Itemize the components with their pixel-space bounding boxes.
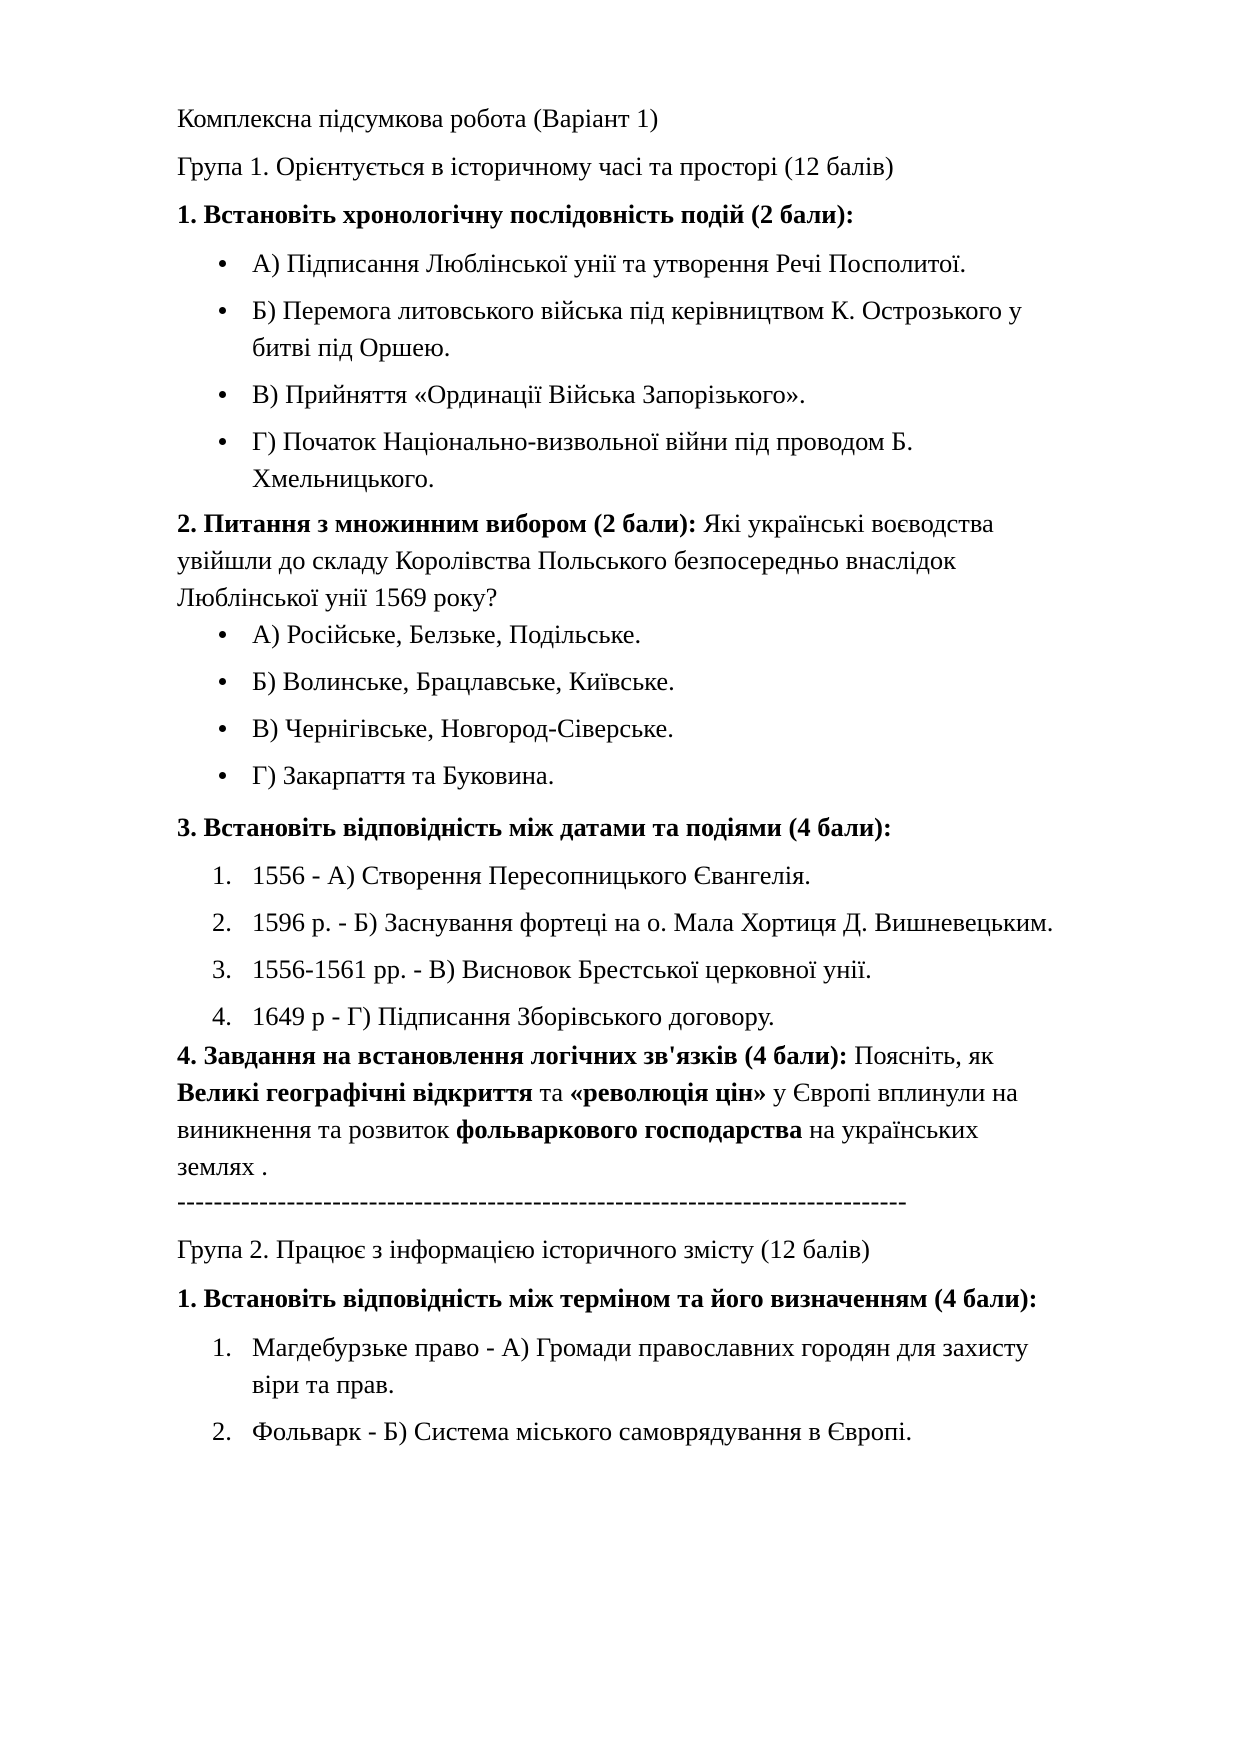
g1-q4-text-3: у Європі вплинули на виникнення та розвиток xyxy=(177,1077,1018,1144)
g2-q1-matching xyxy=(177,1329,1077,1450)
g1-q4-bold-2: «революція цін» xyxy=(569,1077,767,1107)
item-number: 4. xyxy=(212,1001,232,1031)
list-item xyxy=(177,1329,1077,1403)
list-item xyxy=(177,904,1157,941)
item-text: 1596 р. - Б) Заснування фортеці на о. Мала Хортиця Д. Вишневецьким. xyxy=(252,907,1054,937)
item-text: Магдебурзьке право - А) Громади православних городян для захисту віри та прав. xyxy=(252,1332,1029,1399)
item-number: 1. xyxy=(212,860,232,890)
list-item xyxy=(177,857,1157,894)
list-item xyxy=(177,757,1057,794)
item-text: Фольварк - Б) Система міського самоврядування в Європі. xyxy=(252,1416,913,1446)
item-text: 1556-1561 рр. - В) Висновок Брестської церковної унії. xyxy=(252,954,872,984)
bullet-icon xyxy=(219,725,226,732)
g1-q1-options xyxy=(177,245,1057,497)
g1-q3-title: 3. Встановіть відповідність між датами та подіями (4 бали): xyxy=(177,812,892,842)
option-text: Б) Перемога литовського війська під керівництвом К. Острозького у битві під Оршею. xyxy=(252,295,1022,362)
g1-q4-text-4: на українських землях . xyxy=(177,1114,979,1181)
bullet-icon xyxy=(219,307,226,314)
item-text: 1649 р - Г) Підписання Зборівського договору. xyxy=(252,1001,775,1031)
option-text: Г) Початок Національно-визвольної війни під проводом Б. Хмельницького. xyxy=(252,426,914,493)
g1-q4-paragraph xyxy=(177,1037,1037,1185)
g1-q4-bold-1: Великі географічні відкриття xyxy=(177,1077,533,1107)
g1-q2-options xyxy=(177,616,1057,794)
list-item xyxy=(177,423,952,497)
g2-q1-title: 1. Встановіть відповідність між терміном та його визначенням (4 бали): xyxy=(177,1283,1038,1313)
list-item xyxy=(177,245,1057,282)
group1-heading: Група 1. Орієнтується в історичному часі та просторі (12 балів) xyxy=(177,151,894,181)
item-text: 1556 - А) Створення Пересопницького Євангелія. xyxy=(252,860,811,890)
option-text: Г) Закарпаття та Буковина. xyxy=(252,760,555,790)
g1-q4-text-2: та xyxy=(532,1077,570,1107)
list-item xyxy=(177,1413,1077,1450)
list-item xyxy=(177,663,1057,700)
item-number: 3. xyxy=(212,954,232,984)
option-text: В) Чернігівське, Новгород-Сіверське. xyxy=(252,713,674,743)
item-number: 2. xyxy=(212,1416,232,1446)
option-text: А) Російське, Белзьке, Подільське. xyxy=(252,619,642,649)
option-text: Б) Волинське, Брацлавське, Київське. xyxy=(252,666,675,696)
section-divider: -------------------------------------------------------------------------------- xyxy=(177,1186,907,1216)
g1-q2-title: 2. Питання з множинним вибором (2 бали): xyxy=(177,508,697,538)
g1-q4-title: 4. Завдання на встановлення логічних зв'язків (4 бали): xyxy=(177,1040,848,1070)
g1-q2-paragraph xyxy=(177,505,1077,616)
list-item xyxy=(177,292,1057,366)
list-item xyxy=(177,616,1057,653)
g1-q4-text-1: Поясніть, як xyxy=(847,1040,994,1070)
document-title: Комплексна підсумкова робота (Варіант 1) xyxy=(177,103,659,133)
g1-q4-bold-3: фольваркового господарства xyxy=(456,1114,803,1144)
bullet-icon xyxy=(219,260,226,267)
option-text: В) Прийняття «Ординації Війська Запорізького». xyxy=(252,379,806,409)
g1-q1-title: 1. Встановіть хронологічну послідовність подій (2 бали): xyxy=(177,199,855,229)
bullet-icon xyxy=(219,631,226,638)
list-item xyxy=(177,951,1157,988)
item-number: 2. xyxy=(212,907,232,937)
option-text: А) Підписання Люблінської унії та утворення Речі Посполитої. xyxy=(252,248,967,278)
g1-q2-text: Які українські воєводства увійшли до складу Королівства Польського безпосередньо внаслідок Люблінської унії 1569 року? xyxy=(177,508,994,612)
bullet-icon xyxy=(219,391,226,398)
item-number: 1. xyxy=(212,1332,232,1362)
bullet-icon xyxy=(219,772,226,779)
list-item xyxy=(177,998,1157,1035)
bullet-icon xyxy=(219,678,226,685)
bullet-icon xyxy=(219,438,226,445)
list-item xyxy=(177,710,1057,747)
g1-q3-matching xyxy=(177,857,1157,1035)
group2-heading: Група 2. Працює з інформацією історичного змісту (12 балів) xyxy=(177,1234,870,1264)
list-item xyxy=(177,376,1057,413)
